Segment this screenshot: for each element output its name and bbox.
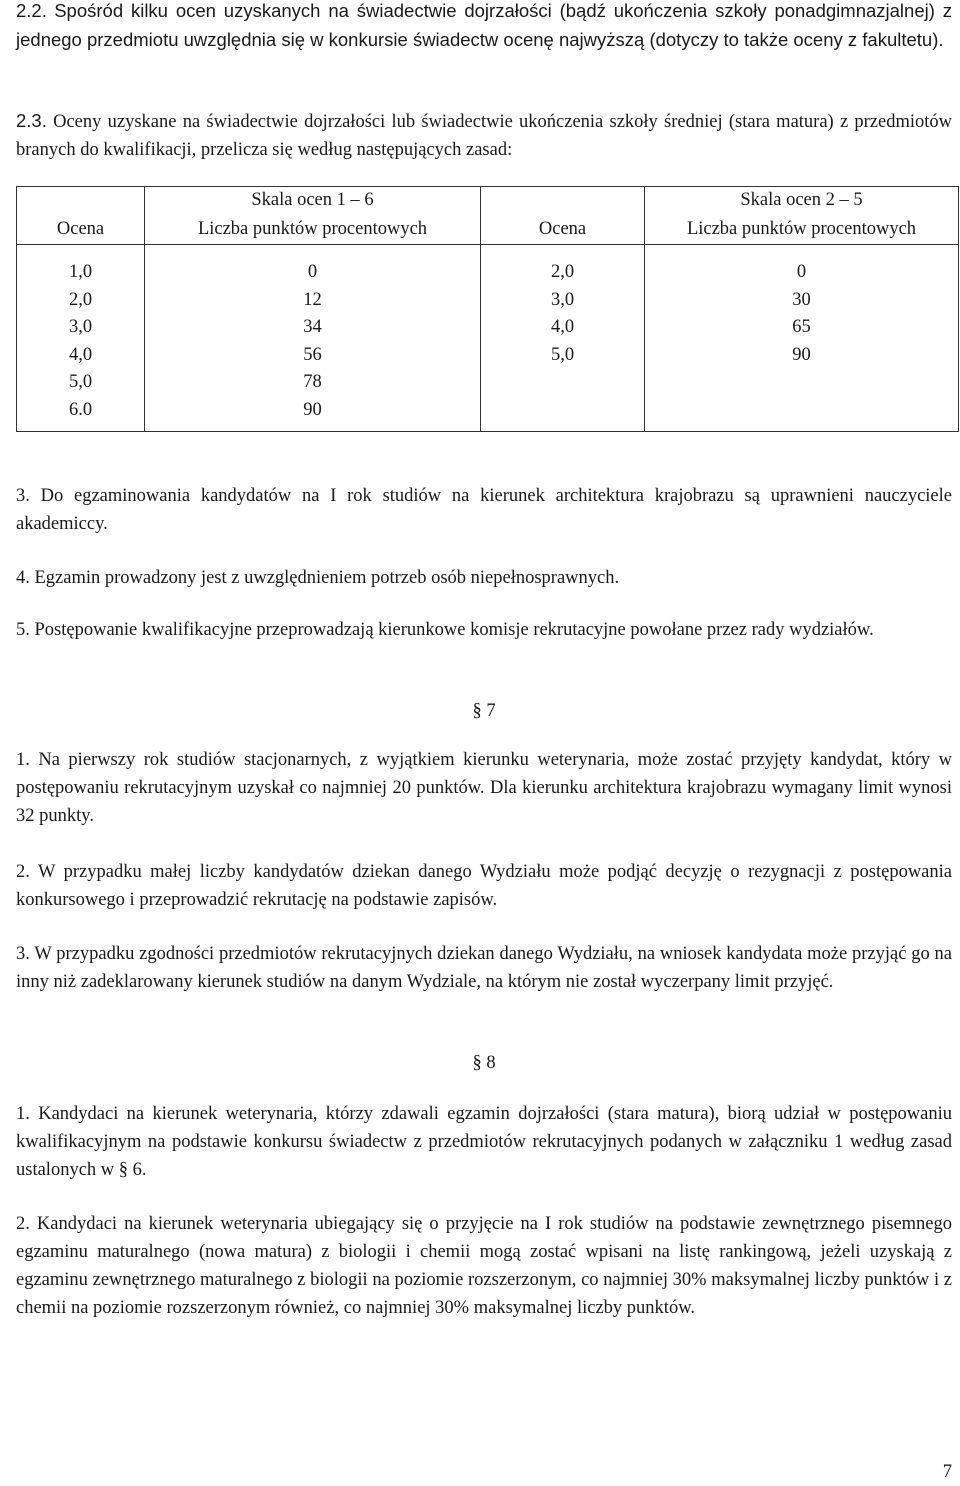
paragraph-number: 2.2. [16, 0, 47, 21]
table-cell: 3,0 [68, 317, 93, 338]
paragraph-5: 5. Postępowanie kwalifikacyjne przeprowadzają kierunkowe komisje rekrutacyjne powołane przez rady wydziałów. [16, 620, 874, 640]
table-cell: 2,0 [68, 289, 93, 310]
table-cell: 0 [307, 262, 318, 283]
points-list-2-5 [645, 245, 959, 432]
section-7-paragraph-1: 1. Na pierwszy rok studiów stacjonarnych, z wyjątkiem kierunku weterynaria, może zostać przyjęty kandydat, który w postępowaniu rekrutacyjnym uzyskał co najmniej 20 punktów. Dla kierunku architektura krajobrazu wymagany limit wynosi 32 punkty. [16, 750, 952, 826]
table-cell: 5,0 [68, 372, 93, 393]
table-cell: 1,0 [68, 262, 93, 283]
table-cell: 4,0 [68, 344, 93, 365]
paragraph-number: 2.3. [16, 110, 47, 131]
paragraph-4: 4. Egzamin prowadzony jest z uwzględnieniem potrzeb osób niepełnosprawnych. [16, 568, 620, 588]
table-cell: 30 [792, 289, 811, 310]
scale-2-5-header: Skala ocen 2 – 5 [645, 187, 959, 216]
page-number: 7 [942, 1462, 952, 1482]
section-8-paragraph-1: 1. Kandydaci na kierunek weterynaria, którzy zdawali egzamin dojrzałości (stara matura), biorą udział w postępowaniu kwalifikacyjnym na podstawie konkursu świadectw z przedmiotów rekrutacyjnych podanych w załączniku 1 według zasad ustalonych w § 6. [16, 1104, 952, 1180]
grade-scale-table [16, 186, 959, 432]
section-7-paragraph-2: 2. W przypadku małej liczby kandydatów dziekan danego Wydziału może podjąć decyzję o rezygnacji z postępowania konkursowego i przeprowadzić rekrutację na podstawie zapisów. [16, 862, 952, 910]
table-cell: 0 [796, 262, 807, 283]
paragraph-2-2 [16, 0, 952, 55]
table-cell: 4,0 [550, 317, 575, 338]
paragraph-text: Spośród kilku ocen uzyskanych na świadectwie dojrzałości (bądź ukończenia szkoły ponadgimnazjalnej) z jednego przedmiotu uwzględnia się w konkursie świadectw ocenę najwyższą (dotyczy to także oceny z fakultetu). [16, 0, 952, 50]
section-7-heading: § 7 [472, 701, 496, 721]
table-cell: 65 [792, 317, 811, 338]
grade-list-1-6 [17, 245, 145, 432]
table-cell: 56 [303, 344, 322, 365]
paragraph-text: Oceny uzyskane na świadectwie dojrzałości lub świadectwie ukończenia szkoły średniej (stara matura) z przedmiotów branych do kwalifikacji, przelicza się według następujących zasad: [16, 112, 953, 160]
table-cell: 5,0 [550, 344, 575, 365]
scale-1-6-header: Skala ocen 1 – 6 [145, 187, 481, 216]
table-cell: 6.0 [68, 399, 93, 420]
grade-list-2-5 [481, 245, 645, 432]
section-8-heading: § 8 [472, 1053, 496, 1073]
points-column-header: Liczba punktów procentowych [645, 216, 959, 245]
paragraph-3: 3. Do egzaminowania kandydatów na I rok studiów na kierunek architektura krajobrazu są uprawnieni nauczyciele akademiccy. [16, 486, 952, 534]
table-cell: 12 [303, 289, 322, 310]
section-8-paragraph-2: 2. Kandydaci na kierunek weterynaria ubiegający się o przyjęcie na I rok studiów na podstawie zewnętrznego pisemnego egzaminu maturalnego (nowa matura) z biologii i chemii mogą zostać wpisani na listę rankingową, jeżeli uzyskają z egzaminu zewnętrznego maturalnego z biologii na poziomie rozszerzonym, co najmniej 30% maksymalnej liczby punktów i z chemii na poziomie rozszerzonym również, co najmniej 30% maksymalnej liczby punktów. [16, 1214, 952, 1318]
section-7-paragraph-3: 3. W przypadku zgodności przedmiotów rekrutacyjnych dziekan danego Wydziału, na wniosek kandydata może przyjąć go na inny niż zadeklarowany kierunek studiów na danym Wydziale, na którym nie został wyczerpany limit przyjęć. [16, 944, 952, 992]
table-cell: 2,0 [550, 262, 575, 283]
table-cell: 34 [303, 317, 322, 338]
points-column-header: Liczba punktów procentowych [145, 216, 481, 245]
table-cell: 90 [792, 344, 811, 365]
points-list-1-6 [145, 245, 481, 432]
paragraph-2-3 [16, 107, 952, 164]
grade-column-header: Ocena [481, 216, 645, 245]
grade-column-header: Ocena [17, 216, 145, 245]
table-cell: 3,0 [550, 289, 575, 310]
table-cell: 78 [303, 372, 322, 393]
table-cell: 90 [303, 399, 322, 420]
